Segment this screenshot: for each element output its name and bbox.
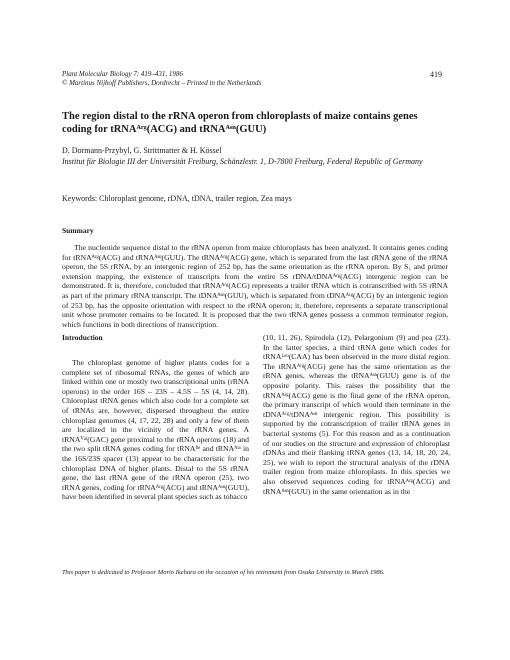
summary-text: The nucleotide sequence distal to the rRNA operon from maize chloroplasts has been analyzed. It contains genes coding for tRNAᴬʳᵍ(ACG) and tRNAᴬˢⁿ(GUU). The tRNAᴬʳᵍ(ACG) gene, which is separated from the last rRNA gene of the rRNA operon, the 5S rRNA, by an intergenic region of 252 bp, has the same orientation as the rRNA operon. By S₁ and primer extension mapping, the existence of transcripts from the entire 5S rDNA/tDNAᴬʳᵍ(ACG) intergenic region can be demonstrated. It is, therefore, concluded that tRNAᴬʳᵍ(ACG) represents a trailer tRNA which is cotranscribed with 5S rRNA as part of the primary rRNA transcript. The tDNAᴬˢⁿ(GUU), which is separated from tDNAᴬʳᵍ(ACG) by an intergenic region of 253 bp, has the opposite orientation with respect to the rRNA operon; it, therefore, represents a separate transcriptional unit whose promoter remains to be located. It is proposed that the two tRNA genes possess a common terminator region, which functions in both directions of transcription. [62,243,448,329]
author-affiliation: Institut für Biologie III der Universität Freiburg, Schänzlestr. 1, D-7800 Freiburg, Federal Republic of Germany [62,157,423,166]
introduction-heading: Introduction [62,333,103,342]
introduction-text-right: (10, 11, 26), Spirodela (12), Pelargonium (9) and pea (23). In the latter species, a third tRNA gene which codes for tRNAᴸᵉᵘ(CAA) has been observed in the more distal region. The tRNAᴬʳᵍ(ACG) gene has the same orientation as the rRNA genes, whereas the tRNAᴬˢⁿ(GUU) gene is of the opposite polarity. This raises the possibility that the tRNAᴬʳᵍ(ACG) gene is the final gene of the rRNA operon, the primary transcript of which would then terminate in the tDNAᴬʳᵍ/tDNAᴬˢⁿ intergenic region. This possibility is supported by the cotranscription of trailer tRNA genes in bacterial systems (5). For this reason and as a continuation of our studies on the structure and expression of chloroplast rDNAs and their flanking tRNA genes (13, 14, 18, 20, 24, 25), we wish to report the structural analysis of the rDNA trailer region from maize chloroplasts. In this species we also observed sequences coding for tRNAᴬʳᵍ(ACG) and tRNAᴬˢⁿ(GUU) in the same orientation as in the [263,333,450,496]
author-list: D. Dormann-Przybyl, G. Strittmatter & H. Kössel [62,146,222,155]
summary-heading: Summary [62,226,94,235]
running-header [62,70,448,87]
left-column [62,333,249,502]
introduction-text-left: The chloroplast genome of higher plants codes for a complete set of ribosomal RNAs, the genes of which are linked within one or mostly two transcriptional units (rRNA operons) in the order 16S – 23S – 4.5S – 5S (4, 14, 28). Chloroplast tRNA genes which also code for a complete set of tRNAs are, however, dispersed throughout the entire chloroplast genomes (4, 17, 22, 28) and only a few of them are localized in the vicinity of the rRNA genes. A tRNAⱽᵃˡ(GAC) gene proximal to the rRNA operons (18) and the two split tRNA genes coding for tRNAᴵˡᵉ and tRNAᴬˡᵃ in the 16S/23S spacer (13) appear to be characteristic for the chloroplast DNA of higher plants. Distal to the 5S rRNA gene, the last rRNA gene of the rRNA operon (25), two tRNA genes, coding for tRNAᴬʳᵍ(ACG) and tRNAᴬˢⁿ(GUU), have been identified in several plant species such as tobacco [62,358,249,502]
publisher-line: © Martinus Nijhoff Publishers, Dordrecht – Printed in the Netherlands [62,78,262,87]
article-title: The region distal to the rRNA operon from chloroplasts of maize contains genes coding for tRNAᴬʳᵍ(ACG) and tRNAᴬˢⁿ(GUU) [62,111,418,135]
journal-citation: Plant Molecular Biology 7: 419–431, 1986 [62,70,183,78]
page-number: 419 [430,70,442,79]
right-column [263,333,450,496]
keywords-line: Keywords: Chloroplast genome, rDNA, tDNA, trailer region, Zea mays [62,194,292,203]
dedication-footnote: This paper is dedicated to Professor Morio Ikehara on the occasion of his retirement from Osaka University in March 1986. [62,569,385,576]
